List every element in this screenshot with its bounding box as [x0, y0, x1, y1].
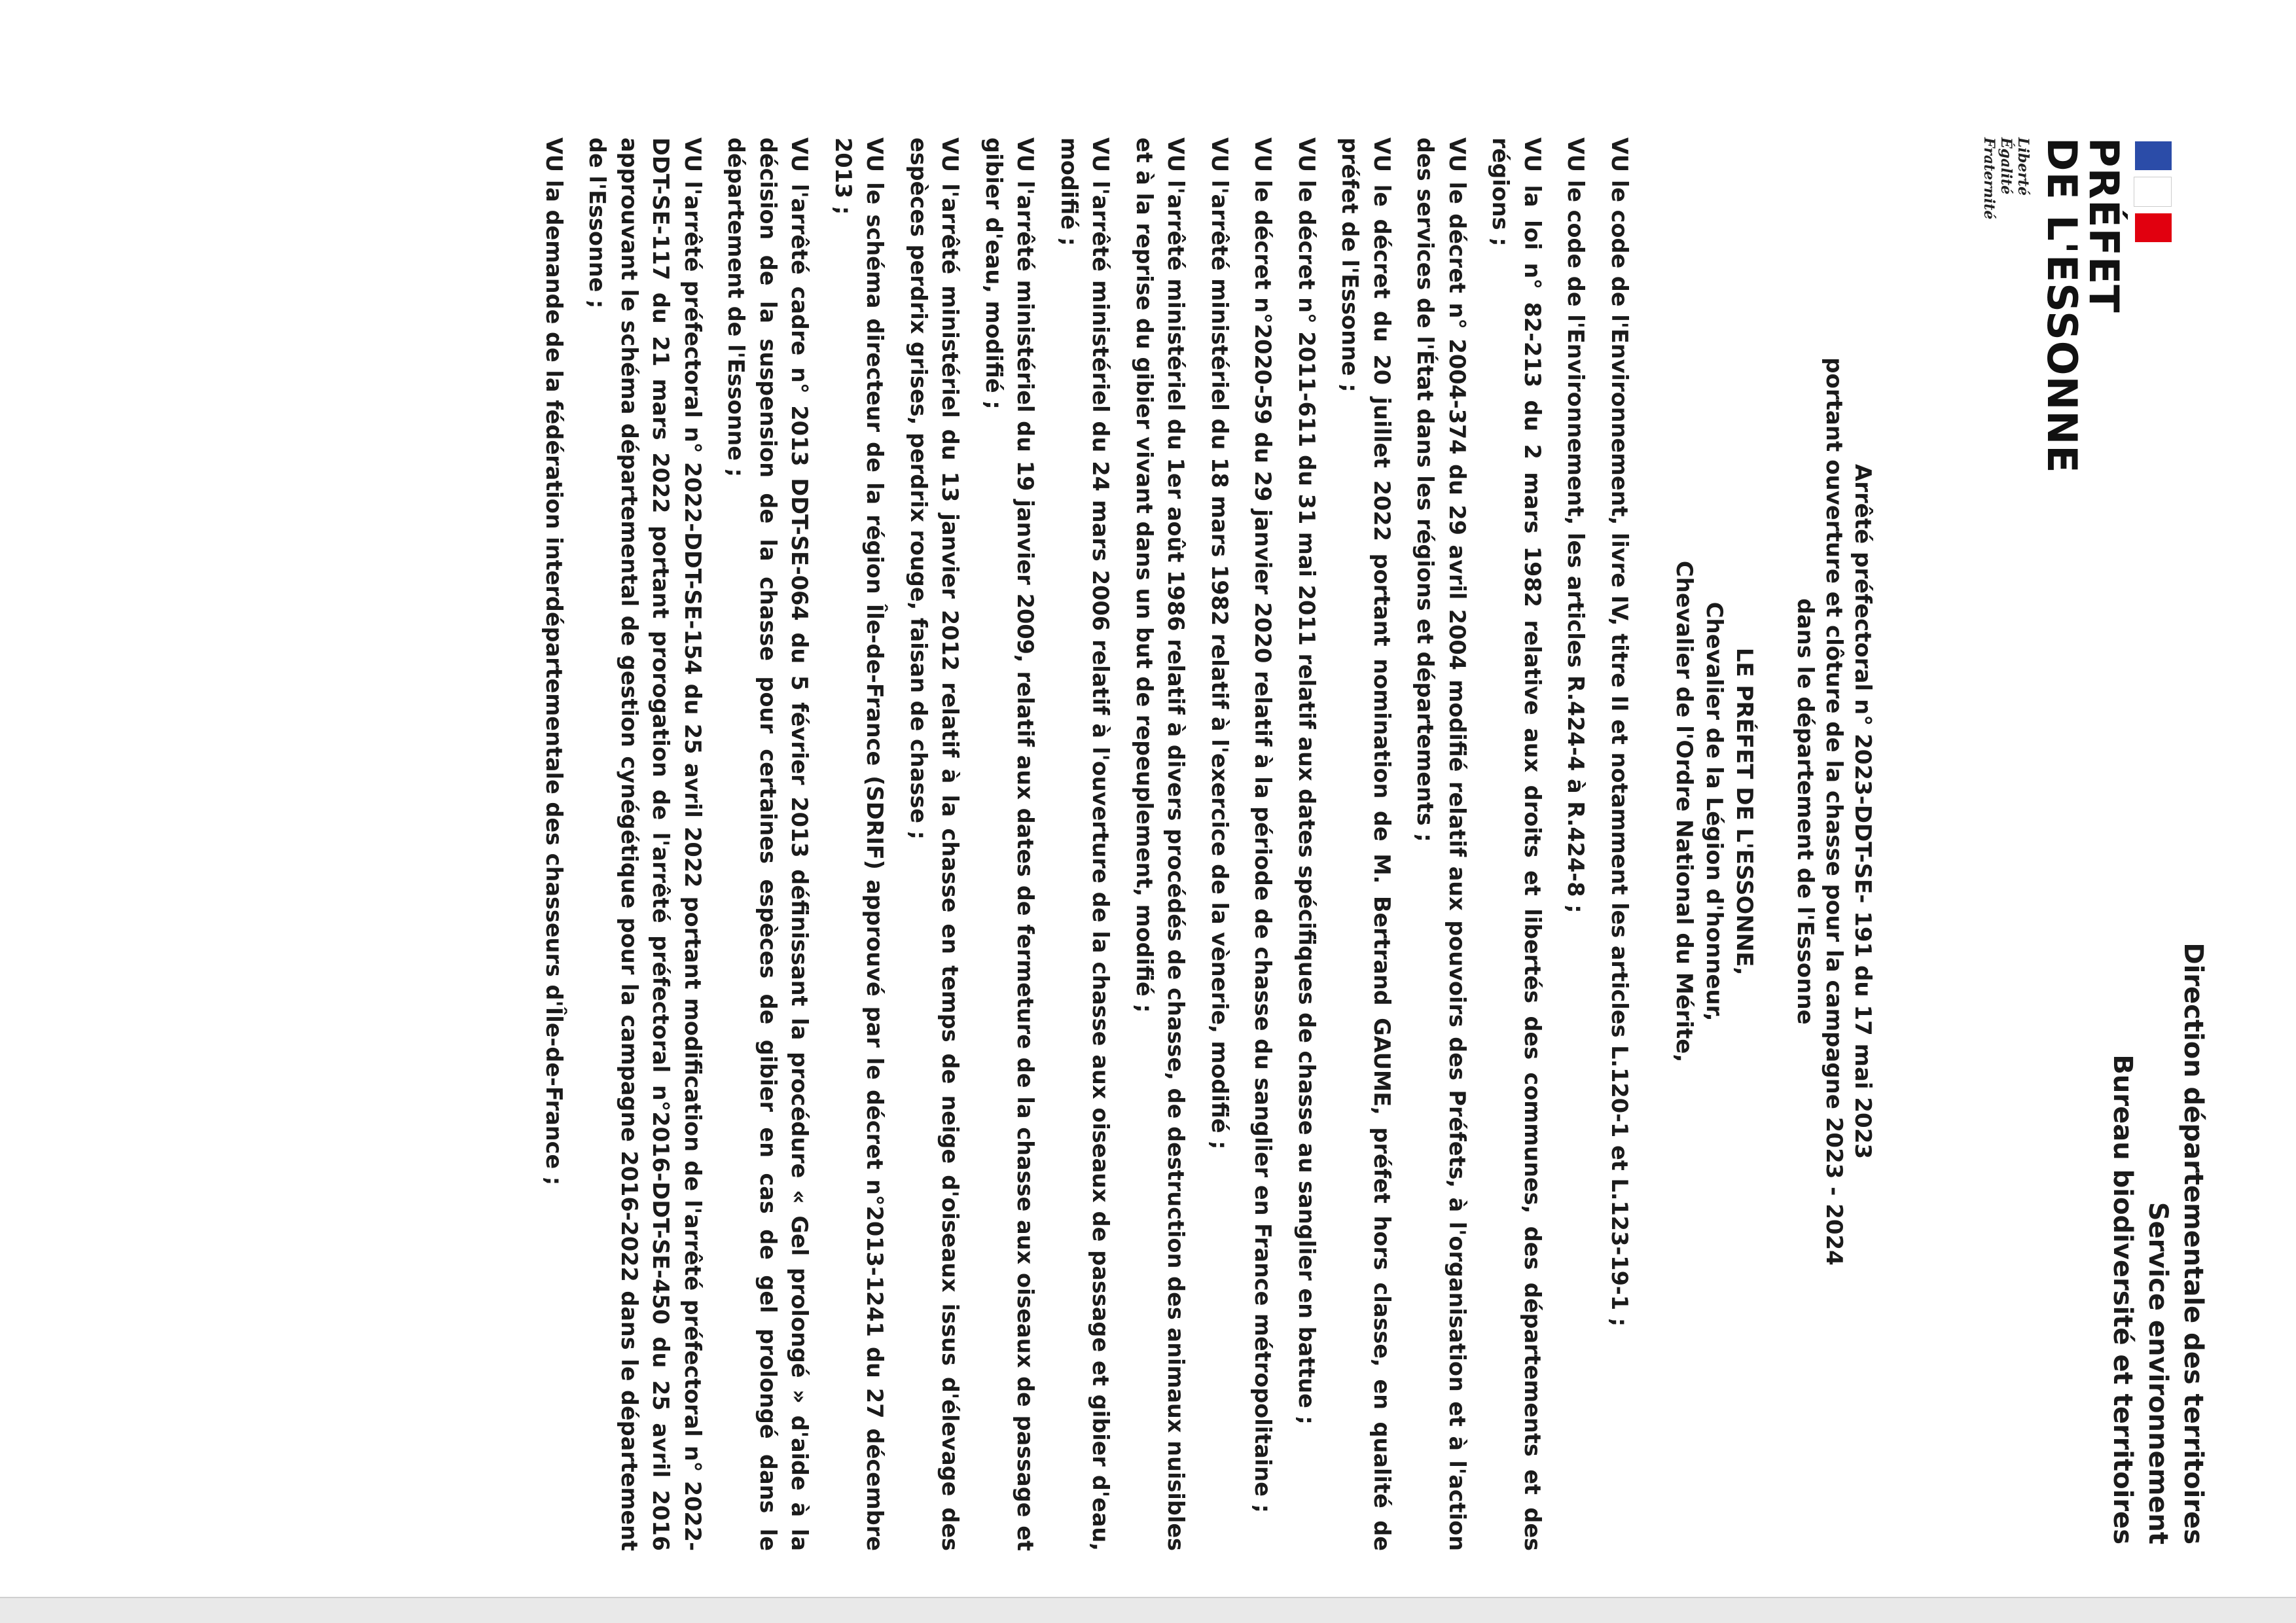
vu-text: le décret n° 2011-611 du 31 mai 2011 relatif aux dates spécifiques de chasse au sanglier en battue ; [1294, 179, 1319, 1425]
service-line: Bureau biodiversité et territoires [2108, 1054, 2138, 1544]
logo-motto [1981, 137, 2032, 478]
vu-prefix: VU [680, 137, 706, 173]
vu-text: l'arrêté ministériel du 13 janvier 2012 relatif à la chasse en temps de neige d'oiseaux issus d'élevage des espèces perdrix grises, perdrix rouge, faisan de chasse ; [906, 137, 963, 1551]
prefet-line: Chevalier de l'Ordre National du Mérite, [1671, 560, 1697, 1063]
scanner-edge [0, 1597, 2296, 1623]
vu-paragraph [903, 137, 966, 1551]
prefecture-logo [1884, 137, 2172, 478]
service-line: Service environnement [2143, 1202, 2173, 1544]
vu-text: l'arrêté cadre n° 2013 DDT-SE-064 du 5 février 2013 définissant la procédure « Gel prolongé » d'aide à la décision de la suspension de la chasse pour certaines espèces de gibier en cas de gel prolongé dans le département de l'Essonne ; [723, 137, 813, 1551]
motto-line: Égalité [1998, 137, 2015, 195]
prefet-line: LE PRÉFET DE L'ESSONNE, [1731, 647, 1757, 976]
vu-prefix: VU [1520, 137, 1545, 173]
prefet-heading [1669, 262, 1759, 1361]
vu-prefix: VU [1294, 137, 1319, 173]
vu-prefix: VU [541, 137, 567, 173]
vu-paragraph [1053, 137, 1117, 1551]
vu-prefix: VU [1013, 137, 1039, 173]
vu-prefix: VU [1088, 137, 1114, 173]
vu-paragraph [581, 137, 708, 1551]
prefet-line: Chevalier de la Légion d'honneur, [1701, 601, 1727, 1022]
vu-prefix: VU [1163, 137, 1189, 173]
vu-text: le code de l'Environnement, les articles R.424-4 à R.424-8 ; [1563, 179, 1589, 914]
vu-text: le décret n° 2004-374 du 29 avril 2004 modifié relatif aux pouvoirs des Préfets, à l'organisation et à l'action des services de l'État dans les régions et départements ; [1412, 137, 1470, 1551]
vu-paragraph [1291, 137, 1323, 1551]
vu-paragraph [1484, 137, 1548, 1551]
vu-text: le schéma directeur de la région Île-de-France (SDRIF) approuvé par le décret n°2013-1241 du 27 décembre 2013 ; [831, 137, 888, 1551]
vu-paragraph [1247, 137, 1279, 1551]
vu-paragraph [1604, 137, 1636, 1551]
arrete-title-line: Arrêté préfectoral n° 2023-DDT-SE- 191 du 17 mai 2023 [1850, 463, 1876, 1160]
vu-text: le décret du 20 juillet 2022 portant nomination de M. Bertrand GAUME, préfet hors classe, en qualité de préfet de l'Essonne ; [1337, 137, 1395, 1552]
vu-text: l'arrêté ministériel du 18 mars 1982 relatif à l'exercice de la vènerie, modifié ; [1207, 179, 1232, 1150]
vu-paragraph [538, 137, 570, 1551]
vu-paragraph [1409, 137, 1473, 1551]
vu-paragraph [1334, 137, 1397, 1551]
vu-paragraph [1560, 137, 1592, 1551]
vu-paragraph [1204, 137, 1236, 1551]
vu-text: l'arrêté préfectoral n° 2022-DDT-SE-154 du 25 avril 2022 portant modification de l'arrêté préfectoral n° 2022-DDT-SE-117 du 21 mars 2022 portant prorogation de l'arrêté préfectoral n°2016-DDT-SE-450 du 25 avril 2016 approuvant le schéma départemental de gestion cynégétique pour la campagne 2016-2022 dans le département de l'Essonne ; [584, 137, 706, 1551]
service-header [2105, 628, 2211, 1544]
arrete-title-line: portant ouverture et clôture de la chasse pour la campagne 2023 - 2024 [1821, 357, 1847, 1266]
logo-title-line: PRÉFET [2080, 137, 2128, 313]
vu-paragraph [978, 137, 1041, 1551]
vu-prefix: VU [1607, 137, 1632, 173]
vu-text: l'arrêté ministériel du 24 mars 2006 relatif à l'ouverture de la chasse aux oiseaux de passage et gibier d'eau, modifié ; [1056, 137, 1114, 1552]
vu-prefix: VU [1207, 137, 1232, 173]
marianne-flag-icon [2134, 141, 2172, 478]
vu-paragraph [827, 137, 891, 1551]
motto-line: Liberté [2015, 137, 2032, 196]
vu-text: l'arrêté ministériel du 19 janvier 2009, relatif aux dates de fermeture de la chasse aux oiseaux de passage et gibier d'eau, modifié ; [981, 137, 1039, 1551]
service-line: Direction départementale des territoires [2178, 942, 2208, 1544]
vu-prefix: VU [1250, 137, 1276, 173]
motto-line: Fraternité [1981, 137, 1998, 220]
logo-title-line: DE L'ESSONNE [2038, 137, 2086, 474]
vu-paragraph [720, 137, 816, 1551]
arrete-title-line: dans le département de l'Essonne [1792, 598, 1818, 1025]
vu-list [526, 137, 1636, 1551]
vu-text: le décret n°2020-59 du 29 janvier 2020 relatif à la période de chasse du sanglier en France métropolitaine ; [1250, 179, 1276, 1513]
vu-text: la demande de la fédération interdépartementale des chasseurs d'Île-de-France ; [541, 179, 567, 1186]
vu-paragraph [1128, 137, 1192, 1551]
vu-prefix: VU [1444, 137, 1470, 173]
vu-text: l'arrêté ministériel du 1er août 1986 relatif à divers procédés de chasse, de destruction des animaux nuisibles et à la reprise du gibier vivant dans un but de repeuplement, modifié ; [1132, 137, 1189, 1551]
vu-text: le code de l'Environnement, livre IV, titre II et notamment les articles L.120-1 et L.123-19-1 ; [1607, 179, 1632, 1327]
vu-prefix: VU [1369, 137, 1395, 173]
vu-prefix: VU [787, 137, 813, 173]
vu-prefix: VU [1563, 137, 1589, 173]
arrete-title [1791, 196, 1877, 1427]
vu-prefix: VU [862, 137, 888, 173]
logo-title [2038, 137, 2128, 478]
vu-prefix: VU [937, 137, 963, 173]
vu-text: la loi n° 82-213 du 2 mars 1982 relative aux droits et libertés des communes, des départements et des régions ; [1488, 137, 1545, 1551]
